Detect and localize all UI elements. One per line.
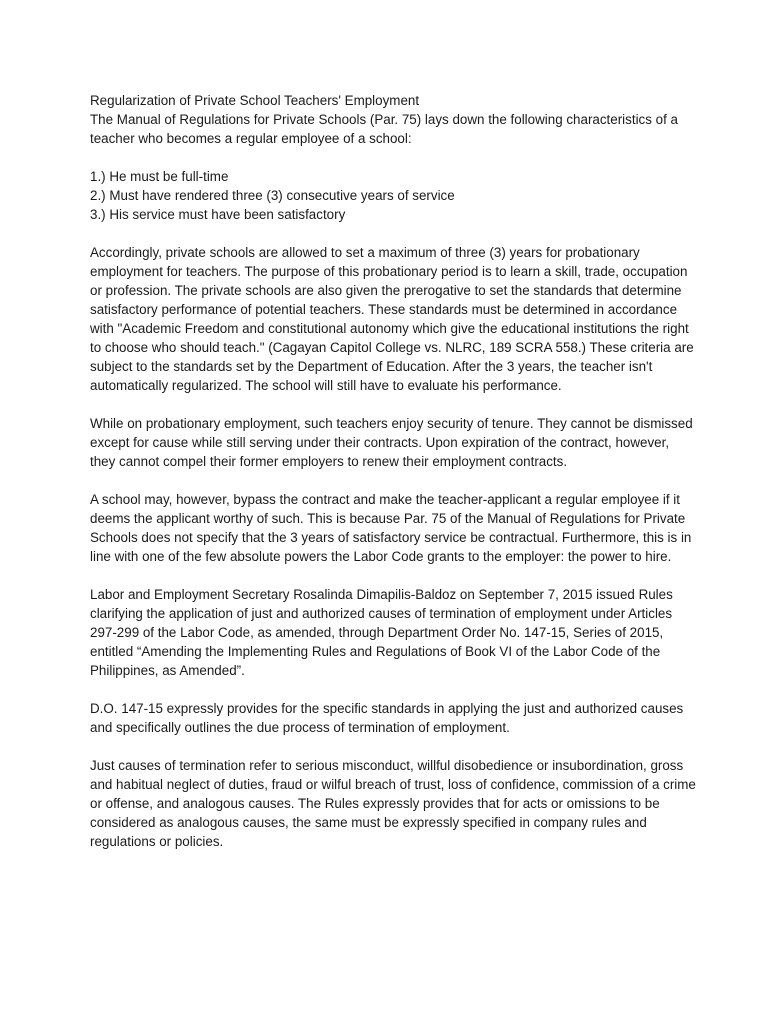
paragraph-do-147-15: D.O. 147-15 expressly provides for the specific standards in applying the just and authorized causes and specifically outlines the due process of termination of employment.: [90, 701, 684, 735]
paragraph-department-order: Labor and Employment Secretary Rosalinda Dimapilis-Baldoz on September 7, 2015 issued Rules clarifying the application of just and authorized causes of termination of employment under Articles 297-299 of the Labor Code, as amended, through Department Order No. 147-15, Series of 2015, entitled “Amending the Implementing Rules and Regulations of Book VI of the Labor Code of the Philippines, as Amended”.: [90, 587, 673, 678]
paragraph-bypass-contract: A school may, however, bypass the contract and make the teacher-applicant a regular employee if it deems the applicant worthy of such. This is because Par. 75 of the Manual of Regulations for Private Schools does not specify that the 3 years of satisfactory service be contractual. Furthermore, this is in line with one of the few absolute powers the Labor Code grants to the employer: the power to hire.: [90, 492, 692, 564]
list-item: 1.) He must be full-time: [90, 169, 229, 184]
characteristics-list: [90, 167, 696, 224]
document-page: [90, 91, 696, 870]
paragraph-probationary-period: Accordingly, private schools are allowed to set a maximum of three (3) years for probationary employment for teachers. The purpose of this probationary period is to learn a skill, trade, occupation or profession. The private schools are also given the prerogative to set the standards that determine satisfactory performance of potential teachers. These standards must be determined in accordance with "Academic Freedom and constitutional autonomy which give the educational institutions the right to choose who should teach." (Cagayan Capitol College vs. NLRC, 189 SCRA 558.) These criteria are subject to the standards set by the Department of Education. After the 3 years, the teacher isn't automatically regularized. The school will still have to evaluate his performance.: [90, 245, 694, 393]
list-item: 2.) Must have rendered three (3) consecutive years of service: [90, 188, 455, 203]
document-title: Regularization of Private School Teachers' Employment: [90, 93, 420, 108]
paragraph-just-causes: Just causes of termination refer to serious misconduct, willful disobedience or insubordination, gross and habitual neglect of duties, fraud or wilful breach of trust, loss of confidence, commission of a crime or offense, and analogous causes. The Rules expressly provides that for acts or omissions to be considered as analogous causes, the same must be expressly specified in company rules and regulations or policies.: [90, 758, 696, 849]
list-item: 3.) His service must have been satisfactory: [90, 207, 346, 222]
intro-paragraph: The Manual of Regulations for Private Schools (Par. 75) lays down the following characteristics of a teacher who becomes a regular employee of a school:: [90, 112, 678, 146]
paragraph-security-of-tenure: While on probationary employment, such teachers enjoy security of tenure. They cannot be dismissed except for cause while still serving under their contracts. Upon expiration of the contract, however, they cannot compel their former employers to renew their employment contracts.: [90, 416, 693, 469]
